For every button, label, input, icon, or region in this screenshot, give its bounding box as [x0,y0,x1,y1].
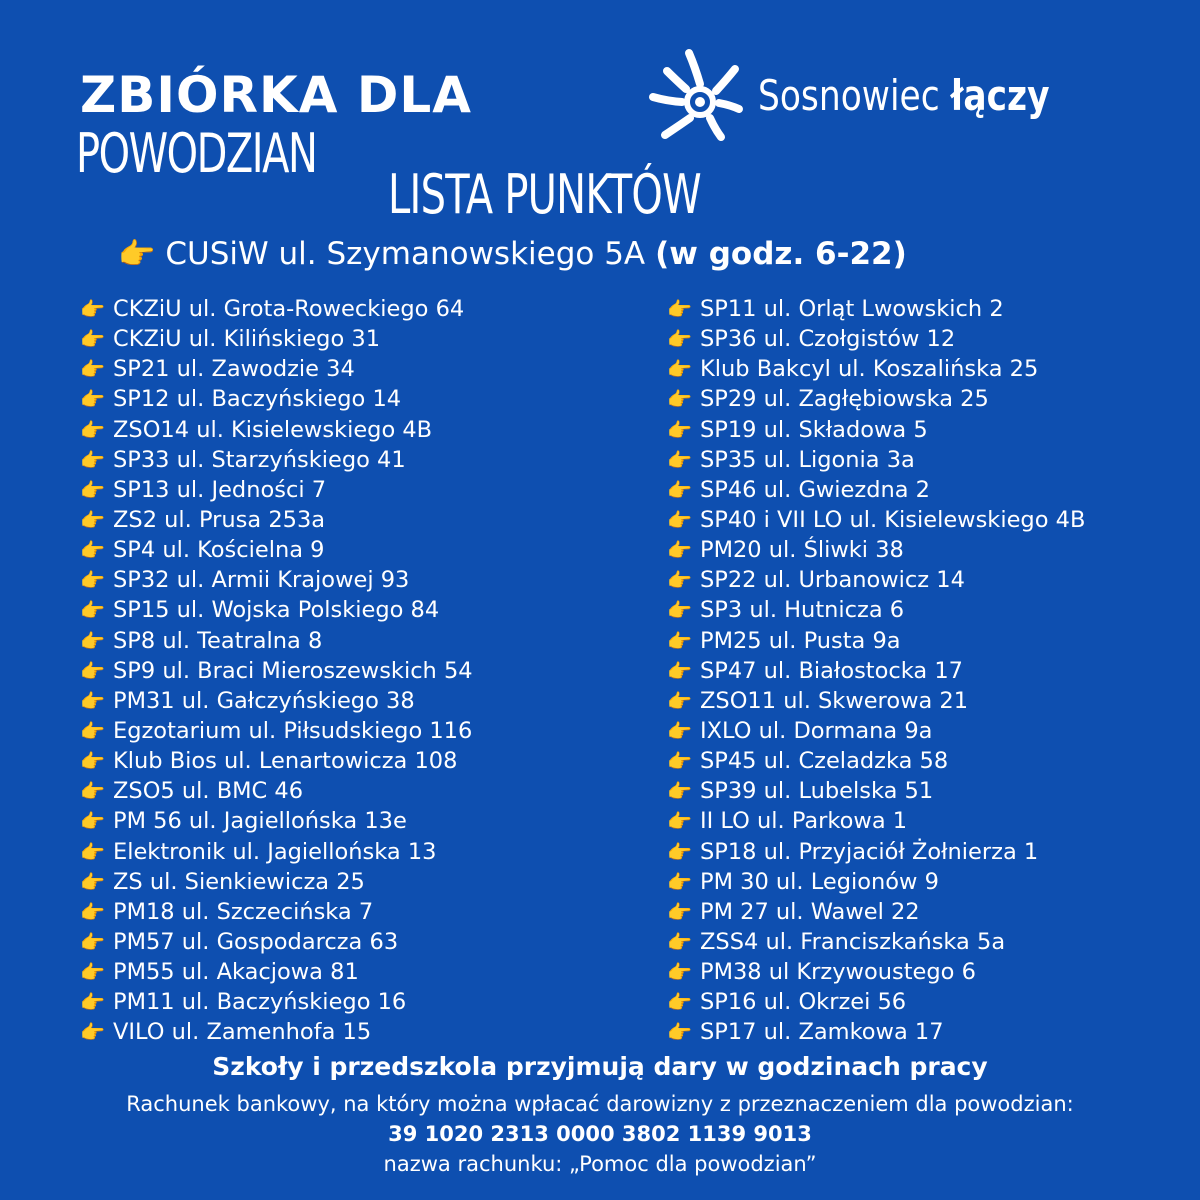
point-address: ZS2 ul. Prusa 253a [113,507,326,534]
list-item [667,415,1085,445]
pointing-hand-icon: 👉 [667,869,692,894]
list-item [80,897,473,927]
list-item [667,806,1085,836]
point-address: SP8 ul. Teatralna 8 [113,627,323,654]
pointing-hand-icon: 👉 [667,387,692,412]
point-address: ZSS4 ul. Franciszkańska 5a [700,929,1006,956]
list-item [667,927,1085,957]
pointing-hand-icon: 👉 [80,387,105,412]
point-address: SP33 ul. Starzyńskiego 41 [113,446,406,473]
pointing-hand-icon: 👉 [80,869,105,894]
list-item [667,1017,1085,1047]
pointing-hand-icon: 👉 [80,749,105,774]
logo-name-bold: łączy [950,71,1050,120]
point-address: VILO ul. Zamenhofa 15 [113,1019,372,1046]
point-address: PM 30 ul. Legionów 9 [700,868,939,895]
hours-note: Szkoły i przedszkola przyjmują dary w godzinach pracy [212,1052,988,1081]
list-item [80,927,473,957]
list-item [667,565,1085,595]
pointing-hand-icon: 👉 [667,357,692,382]
pointing-hand-icon: 👉 [80,930,105,955]
point-address: II LO ul. Parkowa 1 [700,808,908,835]
list-item [667,686,1085,716]
list-item [667,354,1085,384]
point-address: SP47 ul. Białostocka 17 [700,657,963,684]
point-address: SP17 ul. Zamkowa 17 [700,1019,944,1046]
point-address: SP15 ul. Wojska Polskiego 84 [113,597,440,624]
main-point-hours: (w godz. 6-22) [655,236,907,272]
list-item [667,445,1085,475]
list-item [80,445,473,475]
list-item [667,746,1085,776]
list-item [80,565,473,595]
list-item [667,505,1085,535]
pointing-hand-icon: 👉 [80,779,105,804]
pointing-hand-icon: 👉 [667,628,692,653]
main-collection-point [118,236,907,272]
point-address: PM55 ul. Akacjowa 81 [113,959,359,986]
point-address: SP12 ul. Baczyńskiego 14 [113,386,402,413]
pointing-hand-icon: 👉 [80,508,105,533]
list-item [80,294,473,324]
point-address: PM31 ul. Gałczyńskiego 38 [113,687,415,714]
pointing-hand-icon: 👉 [667,447,692,472]
pointing-hand-icon: 👉 [667,809,692,834]
point-address: SP21 ul. Zawodzie 34 [113,356,355,383]
point-address: SP29 ul. Zagłębiowska 25 [700,386,989,413]
list-item [80,595,473,625]
pointing-hand-icon: 👉 [80,688,105,713]
pointing-hand-icon: 👉 [667,930,692,955]
list-item [80,505,473,535]
pointing-hand-icon: 👉 [80,568,105,593]
pointing-hand-icon: 👉 [667,658,692,683]
points-list-left [80,294,473,1048]
title-line-1: ZBIÓRKA DLA [80,66,472,124]
sun-wheel-icon [645,45,745,145]
list-item [80,776,473,806]
pointing-hand-icon: 👉 [80,960,105,985]
pointing-hand-icon: 👉 [667,779,692,804]
pointing-hand-icon: 👉 [80,357,105,382]
list-item [667,897,1085,927]
pointing-hand-icon: 👉 [80,990,105,1015]
point-address: SP32 ul. Armii Krajowej 93 [113,567,410,594]
list-item [80,656,473,686]
point-address: SP35 ul. Ligonia 3a [700,446,915,473]
logo-wordmark [758,71,1050,120]
account-name: nazwa rachunku: „Pomoc dla powodzian” [383,1152,817,1176]
list-item [80,415,473,445]
point-address: PM57 ul. Gospodarcza 63 [113,929,399,956]
pointing-hand-icon: 👉 [667,990,692,1015]
list-item [80,716,473,746]
point-address: PM 27 ul. Wawel 22 [700,898,920,925]
pointing-hand-icon: 👉 [667,598,692,623]
pointing-hand-icon: 👉 [80,598,105,623]
point-address: SP3 ul. Hutnicza 6 [700,597,905,624]
point-address: PM38 ul Krzywoustego 6 [700,959,976,986]
pointing-hand-icon: 👉 [667,960,692,985]
pointing-hand-icon: 👉 [667,327,692,352]
pointing-hand-icon: 👉 [80,1020,105,1045]
points-list-right [667,294,1085,1048]
pointing-hand-icon: 👉 [667,749,692,774]
point-address: CKZiU ul. Kilińskiego 31 [113,326,381,353]
title-line-2: POWODZIAN [76,122,317,185]
point-address: IXLO ul. Dormana 9a [700,718,933,745]
logo-name-regular: Sosnowiec [758,71,951,120]
point-address: SP39 ul. Lubelska 51 [700,778,934,805]
point-address: Klub Bakcyl ul. Koszalińska 25 [700,356,1039,383]
point-address: PM 56 ul. Jagiellońska 13e [113,808,407,835]
pointing-hand-icon: 👉 [667,538,692,563]
pointing-hand-icon: 👉 [80,447,105,472]
list-item [80,957,473,987]
point-address: SP36 ul. Czołgistów 12 [700,326,956,353]
pointing-hand-icon: 👉 [80,327,105,352]
list-item [80,987,473,1017]
point-address: ZSO5 ul. BMC 46 [113,778,304,805]
pointing-hand-icon: 👉 [80,809,105,834]
list-item [80,867,473,897]
list-item [80,324,473,354]
point-address: SP45 ul. Czeladzka 58 [700,748,949,775]
pointing-hand-icon: 👉 [80,658,105,683]
list-item [667,595,1085,625]
pointing-hand-icon: 👉 [667,477,692,502]
point-address: CKZiU ul. Grota-Roweckiego 64 [113,296,465,323]
pointing-hand-icon: 👉 [667,417,692,442]
point-address: Elektronik ul. Jagiellońska 13 [113,838,437,865]
pointing-hand-icon: 👉 [80,538,105,563]
point-address: PM18 ul. Szczecińska 7 [113,898,374,925]
list-item [667,626,1085,656]
list-item [667,384,1085,414]
pointing-hand-icon: 👉 [118,236,156,272]
point-address: PM11 ul. Baczyńskiego 16 [113,989,407,1016]
pointing-hand-icon: 👉 [667,1020,692,1045]
list-item [80,535,473,565]
point-address: Klub Bios ul. Lenartowicza 108 [113,748,458,775]
pointing-hand-icon: 👉 [80,417,105,442]
point-address: SP40 i VII LO ul. Kisielewskiego 4B [700,507,1086,534]
point-address: ZS ul. Sienkiewicza 25 [113,868,365,895]
point-address: SP16 ul. Okrzei 56 [700,989,907,1016]
point-address: ZSO11 ul. Skwerowa 21 [700,687,969,714]
list-item [80,626,473,656]
bank-intro: Rachunek bankowy, na który można wpłacać darowizny z przeznaczeniem dla powodzian: [126,1092,1074,1116]
pointing-hand-icon: 👉 [667,568,692,593]
point-address: SP11 ul. Orląt Lwowskich 2 [700,296,1004,323]
list-item [667,837,1085,867]
pointing-hand-icon: 👉 [80,899,105,924]
list-item [667,475,1085,505]
point-address: SP9 ul. Braci Mieroszewskich 54 [113,657,473,684]
point-address: SP22 ul. Urbanowicz 14 [700,567,965,594]
list-item [667,294,1085,324]
point-address: PM20 ul. Śliwki 38 [700,537,904,564]
list-item [667,776,1085,806]
sosnowiec-logo [645,45,1050,145]
point-address: SP19 ul. Składowa 5 [700,416,928,443]
pointing-hand-icon: 👉 [80,297,105,322]
list-item [667,867,1085,897]
pointing-hand-icon: 👉 [80,628,105,653]
list-subtitle: LISTA PUNKTÓW [388,163,701,226]
pointing-hand-icon: 👉 [80,477,105,502]
list-item [667,716,1085,746]
point-address: ZSO14 ul. Kisielewskiego 4B [113,416,433,443]
main-point-location: CUSiW ul. Szymanowskiego 5A [165,236,646,272]
pointing-hand-icon: 👉 [667,839,692,864]
list-item [80,1017,473,1047]
list-item [80,806,473,836]
pointing-hand-icon: 👉 [667,508,692,533]
list-item [80,837,473,867]
list-item [667,987,1085,1017]
point-address: Egzotarium ul. Piłsudskiego 116 [113,718,473,745]
pointing-hand-icon: 👉 [667,719,692,744]
pointing-hand-icon: 👉 [80,839,105,864]
pointing-hand-icon: 👉 [667,297,692,322]
pointing-hand-icon: 👉 [667,899,692,924]
list-item [80,475,473,505]
list-item [667,535,1085,565]
account-number: 39 1020 2313 0000 3802 1139 9013 [388,1122,812,1146]
list-item [667,324,1085,354]
list-item [667,656,1085,686]
list-item [80,746,473,776]
point-address: SP46 ul. Gwiezdna 2 [700,476,930,503]
pointing-hand-icon: 👉 [80,719,105,744]
point-address: SP4 ul. Kościelna 9 [113,537,325,564]
list-item [80,354,473,384]
point-address: SP13 ul. Jedności 7 [113,476,327,503]
list-item [80,686,473,716]
pointing-hand-icon: 👉 [667,688,692,713]
point-address: PM25 ul. Pusta 9a [700,627,901,654]
point-address: SP18 ul. Przyjaciół Żołnierza 1 [700,838,1039,865]
list-item [667,957,1085,987]
list-item [80,384,473,414]
